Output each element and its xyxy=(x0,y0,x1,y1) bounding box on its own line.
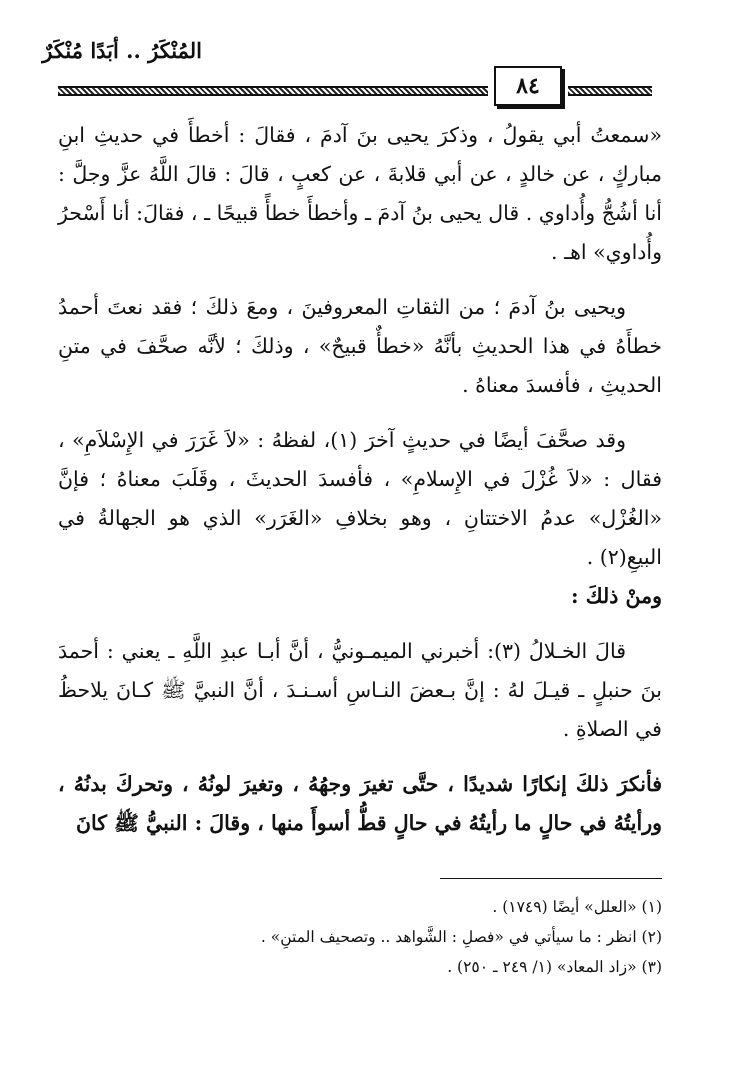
paragraph-yahya: ويحيى بنُ آدمَ ؛ من الثقاتِ المعروفينَ ، ومعَ ذلكَ ؛ فقد نعتَ أحمدُ خطأَهُ في هذا الحديثِ بأنَّهُ «خطأٌ قبيحٌ» ، وذلكَ ؛ لأنَّه صحَّفَ في متنِ الحديثِ ، فأفسدَ معناهُ . xyxy=(58,295,662,397)
running-header-title: المُنْكَرُ .. أبَدًا مُنْكَرٌ xyxy=(42,38,202,63)
page-number: ٨٤ xyxy=(494,66,562,106)
paragraph-khallal: قالَ الخـلالُ (٣): أخبرني الميمـونيُّ ، أنَّ أبـا عبدِ اللَّهِ ـ يعني : أحمدَ بنَ حنبلٍ ـ قيـلَ لهُ : إنَّ بـعضَ النـاسِ أسـنـدَ ، أنَّ النبيَّ ﷺ كـانَ يلاحظُ في الصلاةِ . xyxy=(58,639,662,741)
footnote-separator xyxy=(440,878,662,879)
header-rule-left xyxy=(58,86,488,96)
footnote-2: (٢) انظر : ما سيأتي في «فصلِ : الشَّواهد .. وتصحيف المتنِ» . xyxy=(260,928,662,946)
footnotes xyxy=(200,892,662,982)
footnote-3: (٣) «زاد المعاد» (١/ ٢٤٩ ـ ٢٥٠) . xyxy=(447,958,662,976)
paragraph-tashif: وقد صحَّفَ أيضًا في حديثٍ آخرَ (١)، لفظهُ : «لاَ غَرَرَ في الإِسْلاَمِ» ، فقال : «لاَ غُزْلَ في الإِسلامِ» ، فأفسدَ الحديثَ ، وقَلَبَ معناهُ ؛ فإنَّ «الغُزْل» عدمُ الاختتانِ ، وهو بخلافِ «الغَرَر» الذي هو الجهالةُ في البيعِ(٢) . xyxy=(58,428,662,569)
body-text xyxy=(58,116,662,859)
section-heading: ومنْ ذلكَ : xyxy=(571,584,662,608)
paragraph-inkar: فأنكرَ ذلكَ إنكارًا شديدًا ، حتَّى تغيرَ وجهُهُ ، وتغيرَ لونُهُ ، وتحركَ بدنُهُ ، ورأيتُهُ في حالٍ ما رأيتُهُ في حالٍ قطُّ أسوأَ منها ، وقالَ : النبيُّ ﷺ كانَ xyxy=(58,772,662,835)
paragraph-quote: «سمعتُ أبي يقولُ ، وذكرَ يحيى بنَ آدمَ ، فقالَ : أخطأَ في حديثِ ابنِ مباركٍ ، عن خالدٍ ، عن أبي قلابةَ ، عن كعبٍ ، قالَ : قالَ اللَّهُ عزَّ وجلَّ : أنا أشُجُّ وأُداوي . قال يحيى بنُ آدمَ ـ وأخطأَ خطأً قبيحًا ـ ، فقالَ: أنا أَسْحرُ وأُداوي» اهـ . xyxy=(58,123,662,264)
header-rule-right xyxy=(568,86,652,96)
footnote-1: (١) «العلل» أيضًا (١٧٤٩) . xyxy=(492,898,662,916)
